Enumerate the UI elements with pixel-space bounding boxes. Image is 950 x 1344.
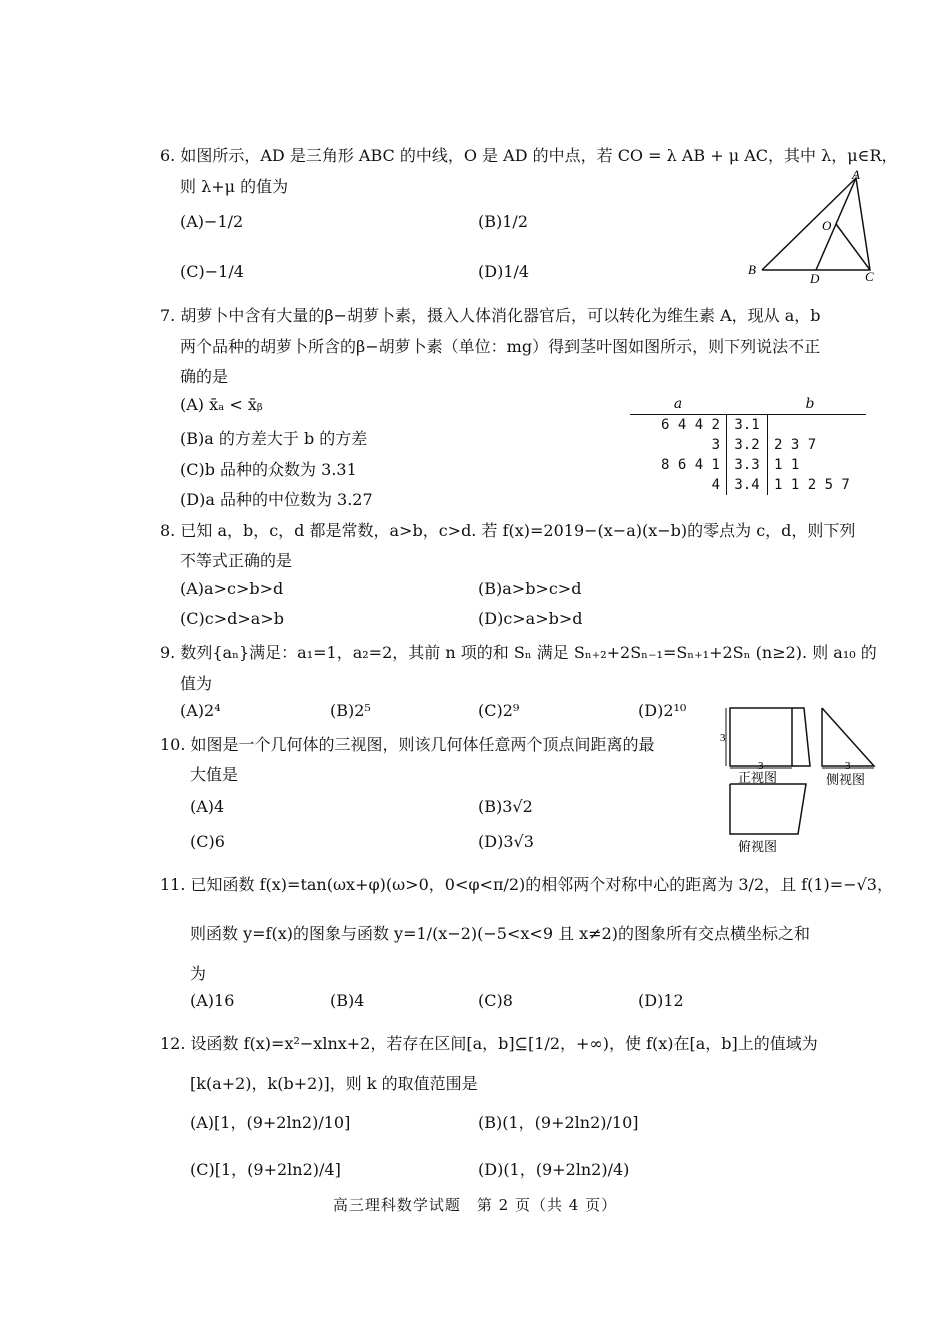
q12-option-a: (A)[1，(9+2ln2)/10]: [190, 1113, 351, 1132]
stem-right: [768, 415, 867, 435]
q6-option-a: (A)−1/2: [180, 212, 244, 231]
stem-value: 3.1: [727, 415, 768, 435]
q6-option-b: (B)1/2: [478, 212, 528, 231]
q12-option-d: (D)(1，(9+2ln2)/4): [478, 1160, 630, 1179]
three-views-figure: [718, 702, 888, 862]
q12-option-b: (B)(1，(9+2ln2)/10]: [478, 1113, 639, 1132]
q9-option-d: (D)2¹⁰: [638, 701, 687, 720]
q7-option-b: (B)a 的方差大于 b 的方差: [180, 429, 368, 448]
q6-option-d: (D)1/4: [478, 262, 530, 281]
front-height-dim: 3: [720, 732, 726, 744]
q10-option-a: (A)4: [190, 797, 225, 816]
front-view-label: 正视图: [738, 770, 778, 785]
stem-value: 3.4: [727, 475, 768, 495]
front-width-dim: 3: [758, 760, 764, 772]
stem-value: 3.3: [727, 455, 768, 475]
side-view-label: 侧视图: [826, 772, 866, 787]
q9-option-a: (A)2⁴: [180, 701, 221, 720]
q9-line2: 值为: [180, 674, 213, 693]
q6-line1: 6. 如图所示，AD 是三角形 ABC 的中线，O 是 AD 的中点，若 CO = λ AB + μ AC，其中 λ，μ∈R，: [160, 146, 898, 165]
q11-line2: 则函数 y=f(x)的图象与函数 y=1/(x−2)(−5<x<9 且 x≠2)的图象所有交点横坐标之和: [190, 924, 811, 943]
q12-line2: [k(a+2)，k(b+2)]，则 k 的取值范围是: [190, 1074, 478, 1093]
label-A: A: [852, 168, 860, 182]
stem-value: 3.2: [727, 435, 768, 455]
q8-option-c: (C)c>d>a>b: [180, 609, 284, 628]
q10-line1: 10. 如图是一个几何体的三视图，则该几何体任意两个顶点间距离的最: [160, 735, 655, 754]
q7-line1: 7. 胡萝卜中含有大量的β−胡萝卜素，摄入人体消化器官后，可以转化为维生素 A，现从 a，b: [160, 306, 821, 325]
q7-option-a: (A) x̄ₐ < x̄ᵦ: [180, 395, 263, 414]
q9-line1: 9. 数列{aₙ}满足：a₁=1，a₂=2，其前 n 项的和 Sₙ 满足 Sₙ₊₂+2Sₙ₋₁=Sₙ₊₁+2Sₙ (n≥2). 则 a₁₀ 的: [160, 643, 877, 662]
q11-option-c: (C)8: [478, 991, 513, 1010]
label-D: D: [810, 271, 820, 286]
stem-row: [630, 475, 866, 495]
stem-left: 4: [711, 477, 720, 493]
page-footer: 高三理科数学试题 第 2 页（共 4 页）: [332, 1196, 618, 1214]
stem-right: 2 3 7: [774, 437, 817, 453]
q12-line1: 12. 设函数 f(x)=x²−xlnx+2，若存在区间[a，b]⊆[1/2，+∞)，使 f(x)在[a，b]上的值域为: [160, 1034, 818, 1053]
q8-option-b: (B)a>b>c>d: [478, 579, 582, 598]
stem-row: [630, 415, 866, 435]
stem-left: 3: [711, 437, 720, 453]
q6-line2: 则 λ+μ 的值为: [180, 177, 289, 196]
side-width-dim: 3: [845, 760, 851, 772]
q9-option-b: (B)2⁵: [330, 701, 371, 720]
stem-row: [630, 455, 866, 475]
q8-option-a: (A)a>c>b>d: [180, 579, 284, 598]
q10-line2: 大值是: [190, 765, 239, 784]
top-view-label: 俯视图: [738, 839, 778, 854]
q10-option-d: (D)3√3: [478, 832, 534, 851]
stem-right: 1 1 2 5 7: [774, 477, 850, 493]
q10-option-c: (C)6: [190, 832, 225, 851]
q7-line2: 两个品种的胡萝卜所含的β−胡萝卜素（单位：mg）得到茎叶图如图所示，则下列说法不正: [180, 337, 821, 356]
q6-option-c: (C)−1/4: [180, 262, 244, 281]
label-B: B: [748, 262, 756, 277]
q12-option-c: (C)[1，(9+2ln2)/4]: [190, 1160, 341, 1179]
q7-option-d: (D)a 品种的中位数为 3.27: [180, 490, 373, 509]
stem-row: [630, 435, 866, 455]
triangle-figure: [740, 168, 880, 288]
q11-line3: 为: [190, 964, 207, 983]
label-O: O: [822, 218, 832, 233]
stem-header-b: b: [805, 396, 815, 412]
q8-line1: 8. 已知 a，b，c，d 都是常数，a>b，c>d. 若 f(x)=2019−(x−a)(x−b)的零点为 c，d，则下列: [160, 521, 856, 540]
q11-option-b: (B)4: [330, 991, 365, 1010]
q11-option-a: (A)16: [190, 991, 235, 1010]
q7-option-c: (C)b 品种的众数为 3.31: [180, 460, 357, 479]
stem-right: 1 1: [774, 457, 800, 473]
q7-line3: 确的是: [180, 367, 229, 386]
stem-left: 8 6 4 1: [660, 457, 720, 473]
q11-line1: 11. 已知函数 f(x)=tan(ωx+φ)(ω>0，0<φ<π/2)的相邻两个对称中心的距离为 3/2，且 f(1)=−√3，: [160, 875, 893, 894]
stem-header-a: a: [673, 396, 683, 412]
stem-leaf-plot: [630, 396, 866, 495]
label-C: C: [865, 269, 874, 284]
q10-option-b: (B)3√2: [478, 797, 533, 816]
q8-option-d: (D)c>a>b>d: [478, 609, 583, 628]
q9-option-c: (C)2⁹: [478, 701, 520, 720]
q8-line2: 不等式正确的是: [180, 551, 293, 570]
stem-left: 6 4 4 2: [660, 417, 720, 433]
q11-option-d: (D)12: [638, 991, 684, 1010]
